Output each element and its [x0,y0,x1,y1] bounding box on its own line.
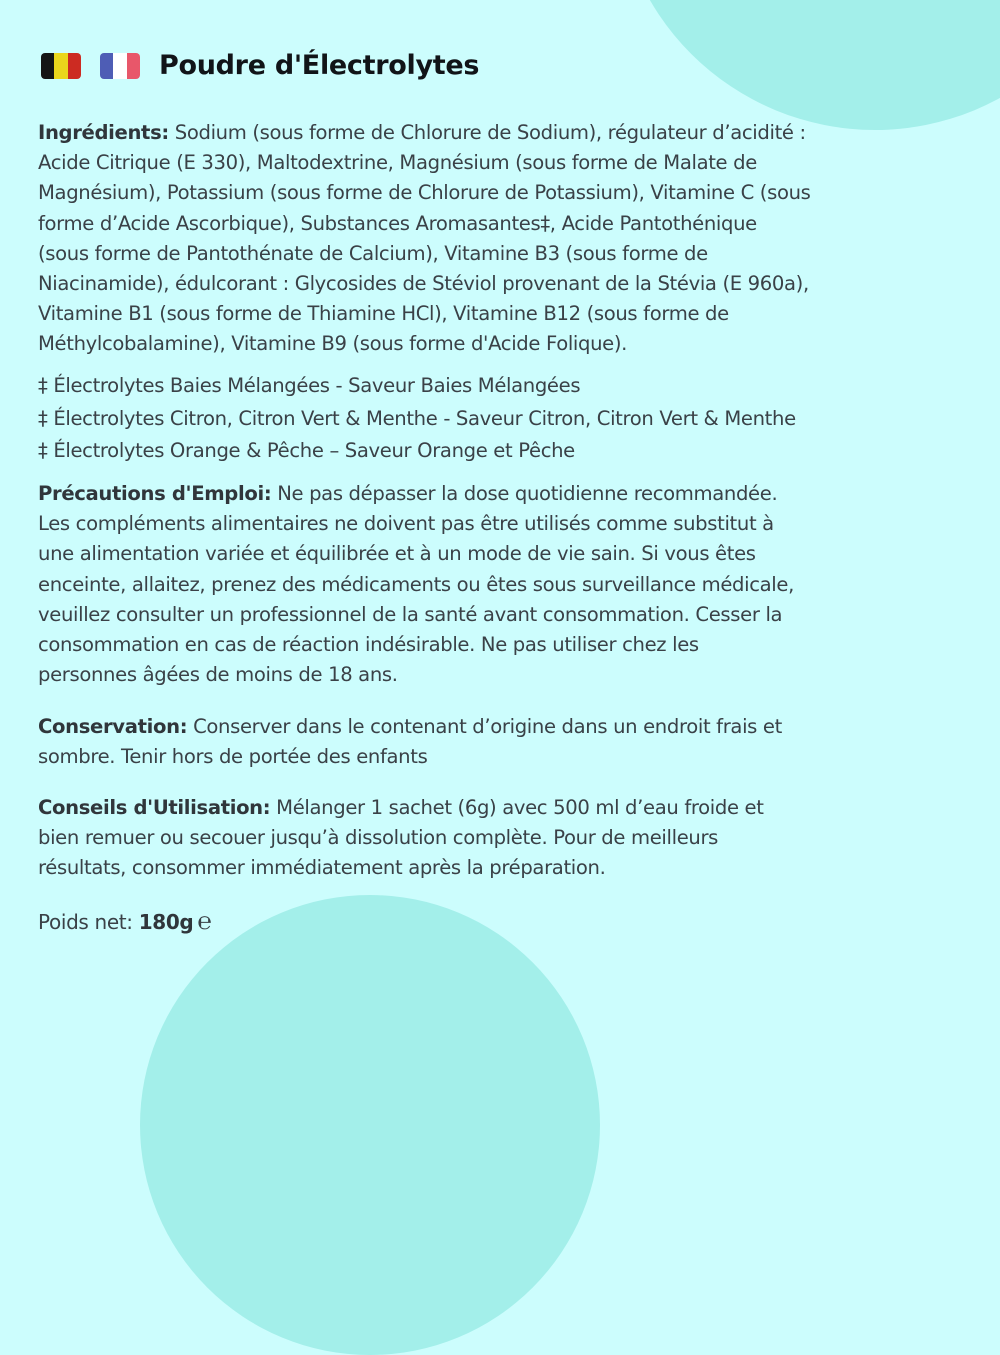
belgium-flag-icon [41,53,81,79]
precautions-line: enceinte, allaitez, prenez des médicaments ou êtes sous surveillance médicale, [38,572,794,596]
precautions-line: consommation en cas de réaction indésirable. Ne pas utiliser chez les [38,633,699,657]
precautions-line: personnes âgées de moins de 18 ans. [38,663,398,687]
net-weight-label: Poids net: [38,910,139,934]
usage-advice-line: résultats, consommer immédiatement après la préparation. [38,856,606,880]
usage-advice-line: Conseils d'Utilisation: Mélanger 1 sachet (6g) avec 500 ml d’eau froide et [38,796,764,819]
decorative-circle-top-right [615,0,1000,130]
ingredients-line: (sous forme de Pantothénate de Calcium), Vitamine B3 (sous forme de [38,241,708,265]
flavours-list [38,370,973,468]
ingredients-label: Ingrédients: [38,121,169,144]
ingredients-line: Ingrédients: Sodium (sous forme de Chlorure de Sodium), régulateur d’acidité : [38,121,806,144]
decorative-circle-bottom [140,895,600,1355]
precautions-line: Précautions d'Emploi: Ne pas dépasser la dose quotidienne recommandée. [38,482,778,505]
precautions-line: Les compléments alimentaires ne doivent pas être utilisés comme substitut à [38,512,774,536]
usage-advice-label: Conseils d'Utilisation: [38,796,271,819]
ingredients-line: Méthylcobalamine), Vitamine B9 (sous forme d'Acide Folique). [38,332,628,356]
net-weight-value: 180g [138,910,194,934]
estimated-sign-icon: ℮ [197,907,212,935]
precautions-line: une alimentation variée et équilibrée et à un mode de vie sain. Si vous êtes [38,542,756,566]
conservation-label: Conservation: [38,715,188,738]
conservation-line: sombre. Tenir hors de portée des enfants [38,745,428,769]
france-flag-icon [100,53,140,79]
page-title: Poudre d'Électrolytes [159,50,480,81]
flavour-item: ‡ Électrolytes Baies Mélangées - Saveur Baies Mélangées [38,374,581,397]
ingredients-line: Acide Citrique (E 330), Maltodextrine, Magnésium (sous forme de Malate de [38,151,757,175]
ingredients-line: Niacinamide), édulcorant : Glycosides de Stéviol provenant de la Stévia (E 960a), [38,272,809,296]
precautions-section [38,479,973,690]
ingredients-line: Vitamine B1 (sous forme de Thiamine HCl), Vitamine B12 (sous forme de [38,302,729,326]
usage-advice-line: bien remuer ou secouer jusqu’à dissolution complète. Pour de meilleurs [38,826,719,850]
ingredients-line: forme d’Acide Ascorbique), Substances Aromasantes‡, Acide Pantothénique [38,211,757,235]
conservation-section [38,712,973,772]
usage-advice-section [38,793,973,884]
flavour-item: ‡ Électrolytes Orange & Pêche – Saveur Orange et Pêche [38,439,575,462]
flavour-item: ‡ Électrolytes Citron, Citron Vert & Menthe - Saveur Citron, Citron Vert & Menthe [38,406,796,430]
net-weight [38,906,973,937]
ingredients-section [38,118,973,360]
ingredients-line: Magnésium), Potassium (sous forme de Chlorure de Potassium), Vitamine C (sous [38,181,811,205]
precautions-line: veuillez consulter un professionnel de la santé avant consommation. Cesser la [38,602,783,626]
header [41,50,479,81]
conservation-line: Conservation: Conserver dans le contenant d’origine dans un endroit frais et [38,715,782,738]
precautions-label: Précautions d'Emploi: [38,482,272,505]
